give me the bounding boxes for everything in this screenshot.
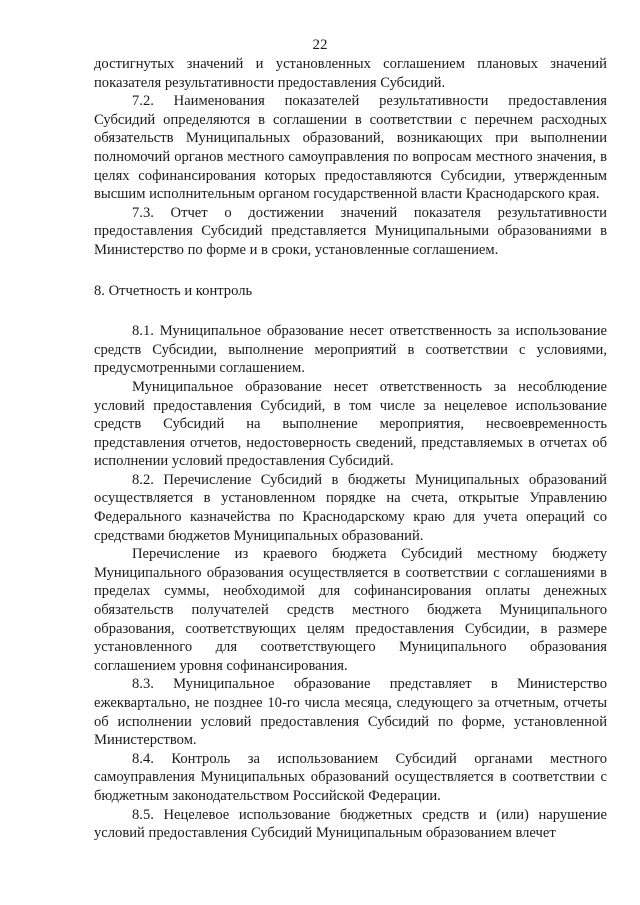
page-number: 22: [312, 37, 328, 53]
paragraph-8-4: 8.4. Контроль за использованием Субсидий органами местного самоуправления Муниципальных образований осуществляется в соответствии с бюджетным законодательством Российской Федерации.: [94, 750, 607, 804]
paragraph-7-3: 7.3. Отчет о достижении значений показателя результативности предоставления Субсидий представляется Муниципальными образованиями в Министерство по форме и в сроки, установленные соглашением.: [94, 204, 607, 258]
paragraph-8-1-responsibility: Муниципальное образование несет ответственность за несоблюдение условий предоставления Субсидий, в том числе за нецелевое использование средств Субсидий на выполнение мероприятия, несвоевременность представления отчетов, недостоверность сведений, представляемых в отчетах об исполнении условий предоставления Субсидий.: [94, 378, 607, 470]
paragraph-8-1: 8.1. Муниципальное образование несет ответственность за использование средств Субсидии, выполнение мероприятий в соответствии с условиями, предусмотренными соглашением.: [94, 323, 607, 377]
paragraph-8-3: 8.3. Муниципальное образование представляет в Министерство ежеквартально, не позднее 10-го числа месяца, следующего за отчетным, отчеты об исполнении условий предоставления Субсидий по форме, установленной Министерством.: [94, 676, 607, 749]
paragraph-8-2: 8.2. Перечисление Субсидий в бюджеты Муниципальных образований осуществляется в установленном порядке на счета, открытые Управлению Федерального казначейства по Краснодарскому краю для учета операций со средствами бюджетов Муниципальных образований.: [94, 471, 607, 544]
paragraph-8-2-transfer: Перечисление из краевого бюджета Субсидий местному бюджету Муниципального образования осуществляется в соответствии с соглашениями в пределах суммы, необходимой для софинансирования оплаты денежных обязательств получателей средств местного бюджета Муниципального образования, соответствующих целям предоставления Субсидии, в размере установленного для соответствующего Муниципального образования соглашением уровня софинансирования.: [94, 546, 607, 674]
section-8-heading: 8. Отчетность и контроль: [94, 282, 253, 299]
paragraph-7-2: 7.2. Наименования показателей результативности предоставления Субсидий определяются в соглашении в соответствии с перечнем расходных обязательств Муниципальных образований, возникающих при выполнении полномочий органов местного самоуправления по вопросам местного значения, в целях софинансирования которых предоставляются Субсидии, утвержденным высшим исполнительным органом государственной власти Краснодарского края.: [94, 93, 607, 203]
paragraph-continuation: достигнутых значений и установленных соглашением плановых значений показателя результативности предоставления Субсидий.: [94, 56, 607, 91]
document-body: [94, 55, 607, 843]
paragraph-8-5: 8.5. Нецелевое использование бюджетных средств и (или) нарушение условий предоставления Субсидий Муниципальным образованием влечет: [94, 806, 607, 842]
